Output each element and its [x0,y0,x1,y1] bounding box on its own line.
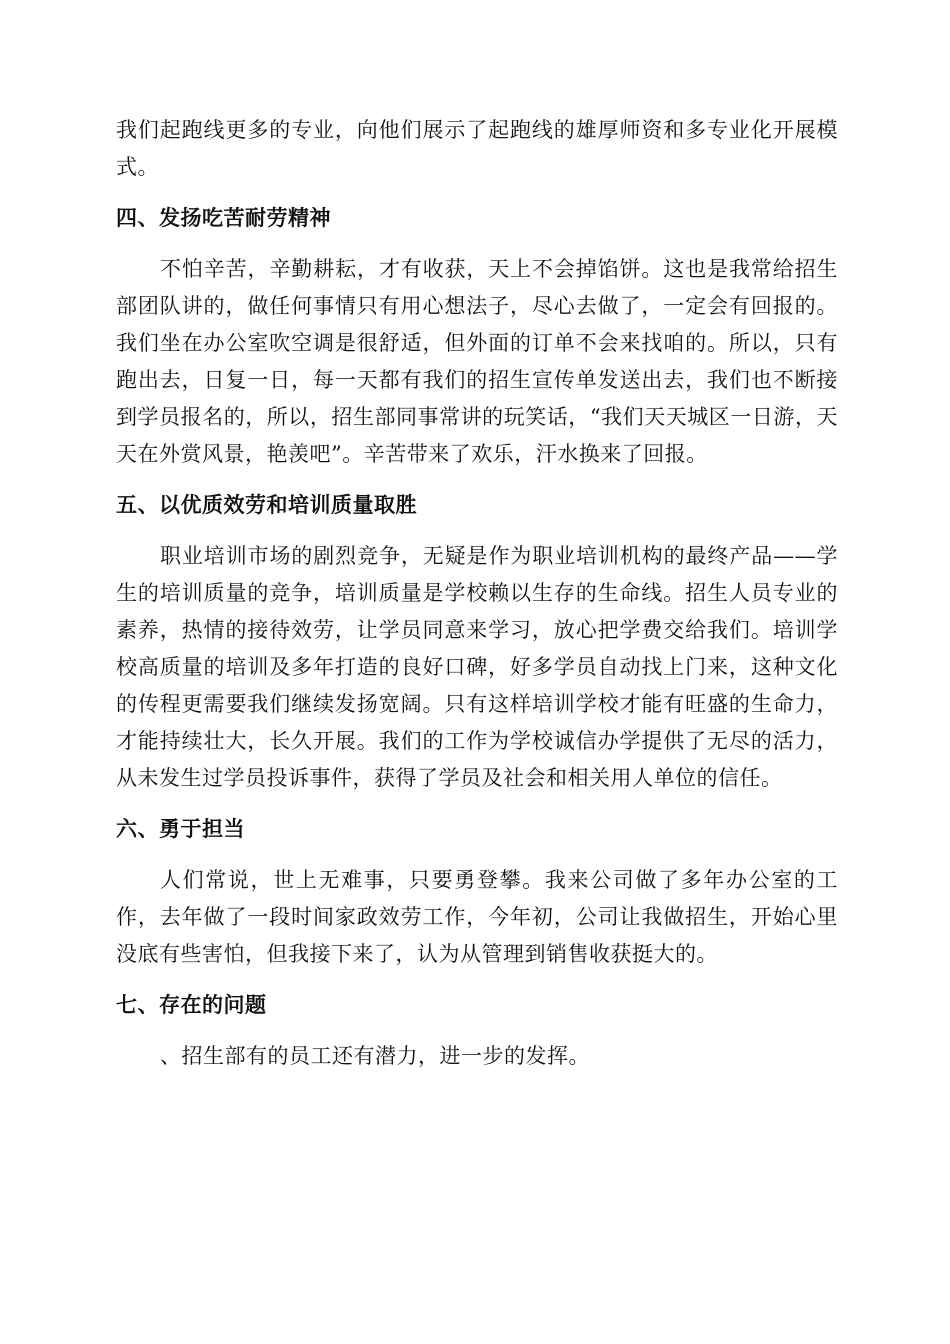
section-heading-5: 五、以优质效劳和培训质量取胜 [116,493,417,517]
section-heading-4: 四、发扬吃苦耐劳精神 [116,206,331,230]
document-body [116,112,838,1075]
section-paragraph-5: 职业培训市场的剧烈竞争，无疑是作为职业培训机构的最终产品——学生的培训质量的竞争，培训质量是学校赖以生存的生命线。招生人员专业的素养，热情的接待效劳，让学员同意来学习，放心把学费交给我们。培训学校高质量的培训及多年打造的良好口碑，好多学员自动找上门来，这种文化的传程更需要我们继续发扬宽阔。只有这样培训学校才能有旺盛的生命力，才能持续壮大，长久开展。我们的工作为学校诚信办学提供了无尽的活力，从未发生过学员投诉事件，获得了学员及社会和相关用人单位的信任。 [116,544,838,790]
section-paragraph-7: 、招生部有的员工还有潜力，进一步的发挥。 [160,1044,590,1068]
intro-paragraph: 我们起跑线更多的专业，向他们展示了起跑线的雄厚师资和多专业化开展模式。 [116,118,838,179]
section-heading-7: 七、存在的问题 [116,993,267,1017]
section-paragraph-4: 不怕辛苦，辛勤耕耘，才有收获，天上不会掉馅饼。这也是我常给招生部团队讲的，做任何事情只有用心想法子，尽心去做了，一定会有回报的。我们坐在办公室吹空调是很舒适，但外面的订单不会来找咱的。所以，只有跑出去，日复一日，每一天都有我们的招生宣传单发送出去，我们也不断接到学员报名的，所以，招生部同事常讲的玩笑话，“我们天天城区一日游，天天在外赏风景，艳羡吧”。辛苦带来了欢乐，汗水换来了回报。 [116,257,838,466]
section-paragraph-6: 人们常说，世上无难事，只要勇登攀。我来公司做了多年办公室的工作，去年做了一段时间家政效劳工作，今年初，公司让我做招生，开始心里没底有些害怕，但我接下来了，认为从管理到销售收获挺大的。 [116,868,838,966]
section-heading-6: 六、勇于担当 [116,817,245,841]
